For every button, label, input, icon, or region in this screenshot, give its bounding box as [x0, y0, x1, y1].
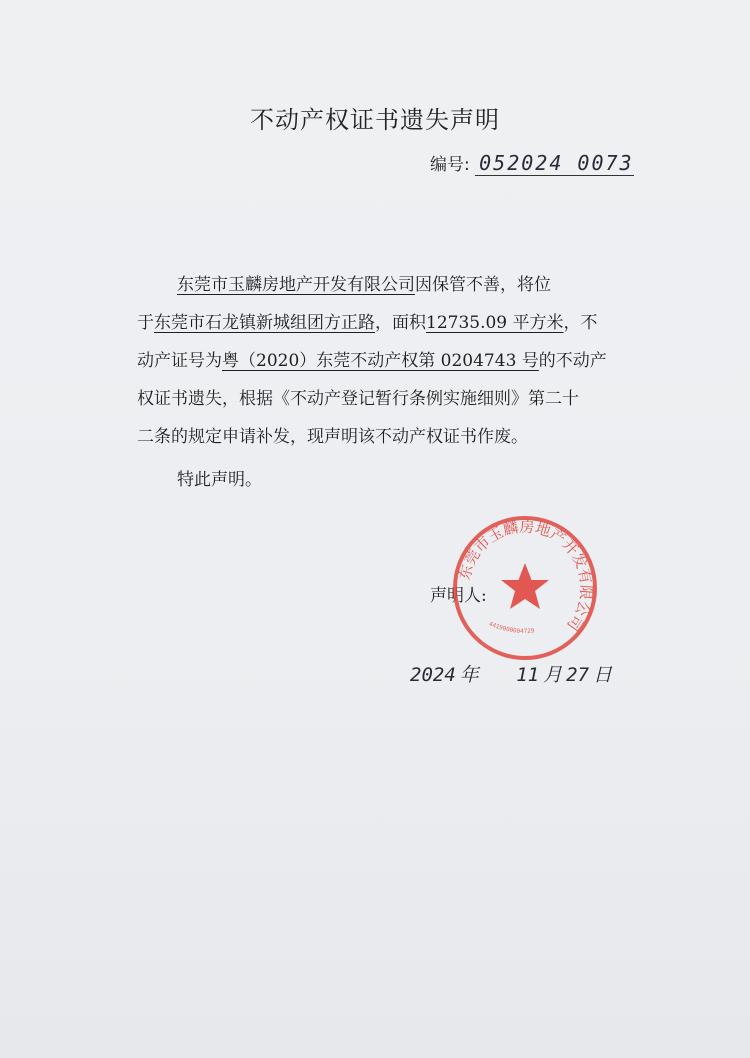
date-month: 11: [516, 664, 540, 686]
number-label: 编号:: [430, 155, 470, 175]
text-segment: 的不动产: [538, 351, 607, 371]
text-segment: 因保管不善，将位: [415, 275, 551, 295]
text-segment: 动产证号为: [137, 351, 222, 371]
closing-text: 特此声明。: [177, 470, 262, 490]
star-icon: [501, 563, 549, 609]
document-title: 不动产权证书遗失声明: [250, 106, 500, 134]
document-number: [430, 150, 634, 176]
date-year-unit: 年: [459, 664, 479, 686]
declarant-label: 声明人:: [430, 586, 487, 606]
certificate-number: 粤（2020）东莞不动产权第 0204743 号: [222, 351, 539, 371]
text-segment: ，不: [563, 313, 598, 333]
seal-text: 东莞市玉麟房地产开发有限公司: [455, 517, 596, 635]
property-location: 东莞市石龙镇新城组团方正路: [154, 313, 375, 333]
text-segment: 于: [137, 313, 154, 333]
statement-paragraph: [137, 266, 637, 456]
date-day: 27: [566, 664, 590, 686]
text-segment: 二条的规定申请补发，现声明该不动产权证书作废。: [137, 427, 528, 447]
signature-date: [410, 660, 616, 687]
number-value: 052024 0073: [475, 151, 633, 176]
company-name: 东莞市玉麟房地产开发有限公司: [177, 275, 415, 295]
date-day-unit: 日: [593, 664, 613, 686]
date-month-unit: 月: [543, 664, 563, 686]
company-seal: [450, 513, 600, 663]
property-area: 12735.09 平方米: [426, 313, 564, 333]
date-year: 2024: [410, 664, 456, 686]
text-segment: ，面积: [375, 313, 426, 333]
seal-code: 4419000004729: [487, 620, 535, 636]
text-segment: 权证书遗失，根据《不动产登记暂行条例实施细则》第二十: [137, 389, 579, 409]
